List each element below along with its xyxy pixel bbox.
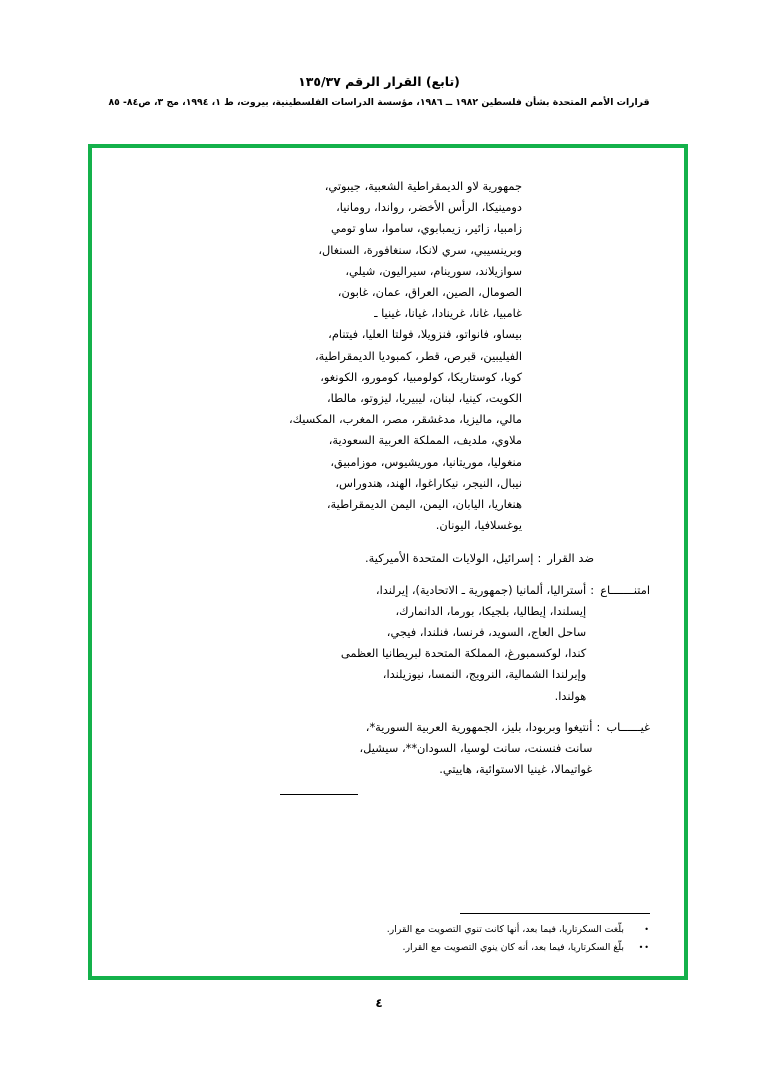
vote-line: إسرائيل، الولايات المتحدة الأميركية. — [365, 551, 534, 566]
footnote-text: بلّغ السكرتاريا، فيما بعد، أنه كان ينوي التصويت مع القرار. — [402, 942, 624, 953]
footnote-marker: •• — [638, 943, 650, 952]
document-header — [0, 74, 758, 108]
page-number: ٤ — [375, 996, 383, 1010]
footnote-item — [270, 940, 650, 956]
country-list — [254, 176, 522, 536]
page-title: (تابع) القرار الرقم ١٣٥/٣٧ — [298, 74, 460, 89]
vote-line: أستراليا، ألمانيا (جمهورية ـ الاتحادية)، إيرلندا، — [375, 582, 587, 597]
footnote-item — [270, 922, 650, 938]
country-list-line: الفيليبين، قبرص، قطر، كمبوديا الديمقراطية، — [314, 348, 522, 363]
country-list-line: زامبيا، زائير، زيمبابوي، ساموا، ساو تومي — [331, 221, 522, 236]
vote-line: إيسلندا، إيطاليا، بلجيكا، بورما، الدانمارك، — [395, 603, 587, 618]
section-divider — [280, 794, 358, 795]
country-list-line: ملاوي، ملديف، المملكة العربية السعودية، — [328, 433, 522, 448]
vote-line: وإيرلندا الشمالية، النرويج، النمسا، نيوزيلندا، — [382, 667, 587, 682]
country-list-line: نيبال، النيجر، نيكاراغوا، الهند، هندوراس، — [335, 475, 522, 490]
country-list-line: وبرينسيبي، سري لانكا، سنغافورة، السنغال، — [318, 242, 522, 257]
vote-label-absent: غيــــــاب — [606, 719, 650, 734]
vote-colon: : — [537, 551, 542, 566]
country-list-line: دومينيكا، الرأس الأخضر، رواندا، رومانيا، — [336, 200, 522, 215]
footnote-text: بلّغت السكرتاريا، فيما بعد، أنها كانت تنوي التصويت مع القرار. — [386, 924, 624, 935]
country-list-line: غامبيا، غانا، غرينادا، غيانا، غينيا ـ — [374, 306, 522, 321]
country-list-line: الكويت، كينيا، لبنان، ليبيريا، ليزوتو، مالطا، — [326, 391, 522, 406]
footnote-divider — [460, 913, 650, 914]
source-citation: قرارات الأمم المتحدة بشأن فلسطين ١٩٨٢ ــ ١٩٨٦، مؤسسة الدراسات الفلسطينية، بيروت، ط ١، ١٩٩٤، مج ٣، ص٨٤- ٨٥ — [108, 97, 650, 108]
vote-line: غواتيمالا، غينيا الاستوائية، هاييتي. — [439, 762, 593, 777]
country-list-line: يوغسلافيا، اليونان. — [435, 518, 522, 533]
country-list-line: كوبا، كوستاريكا، كولومبيا، كومورو، الكونغو، — [320, 369, 522, 384]
country-list-line: سوازيلاند، سورينام، سيراليون، شيلي، — [345, 263, 522, 278]
vote-body-abstain — [126, 580, 586, 707]
green-content-frame — [88, 144, 688, 980]
vote-line: ساحل العاج، السويد، فرنسا، فنلندا، فيجي، — [386, 625, 587, 640]
vote-line: أنتيغوا وبربودا، بليز، الجمهورية العربية السورية*، — [365, 719, 593, 734]
vote-row-absent — [126, 717, 650, 781]
country-list-line: منغوليا، موريتانيا، موريشيوس، موزامبيق، — [330, 454, 522, 469]
vote-body-against — [126, 548, 533, 569]
country-list-line: جمهورية لاو الديمقراطية الشعبية، جيبوتي، — [324, 179, 522, 193]
vote-line: كندا، لوكسمبورغ، المملكة المتحدة لبريطانيا العظمى — [340, 646, 587, 661]
vote-colon: : — [596, 719, 601, 734]
footnote-marker: • — [644, 925, 650, 934]
frame-inner — [92, 148, 684, 976]
vote-label-against: ضد القرار — [547, 551, 594, 566]
vote-colon: : — [590, 582, 595, 597]
voting-sections — [126, 548, 650, 795]
country-list-line: الصومال، الصين، العراق، عمان، غابون، — [337, 285, 522, 300]
vote-row-against — [126, 548, 650, 569]
vote-line: سانت فنسنت، سانت لوسيا، السودان**، سيشيل، — [359, 741, 593, 756]
country-list-line: بيساو، فانواتو، فنزويلا، فولتا العليا، فيتنام، — [328, 327, 522, 342]
country-list-line: هنغاريا، اليابان، اليمن، اليمن الديمقراطية، — [326, 497, 522, 512]
vote-row-abstain — [126, 580, 650, 707]
footnote-area — [270, 913, 650, 958]
country-list-line: مالي، ماليزيا، مدغشقر، مصر، المغرب، المكسيك، — [288, 412, 522, 427]
vote-line: هولندا. — [554, 688, 587, 703]
vote-label-abstain: امتنـــــــاع — [600, 582, 650, 597]
vote-body-absent — [126, 717, 592, 781]
